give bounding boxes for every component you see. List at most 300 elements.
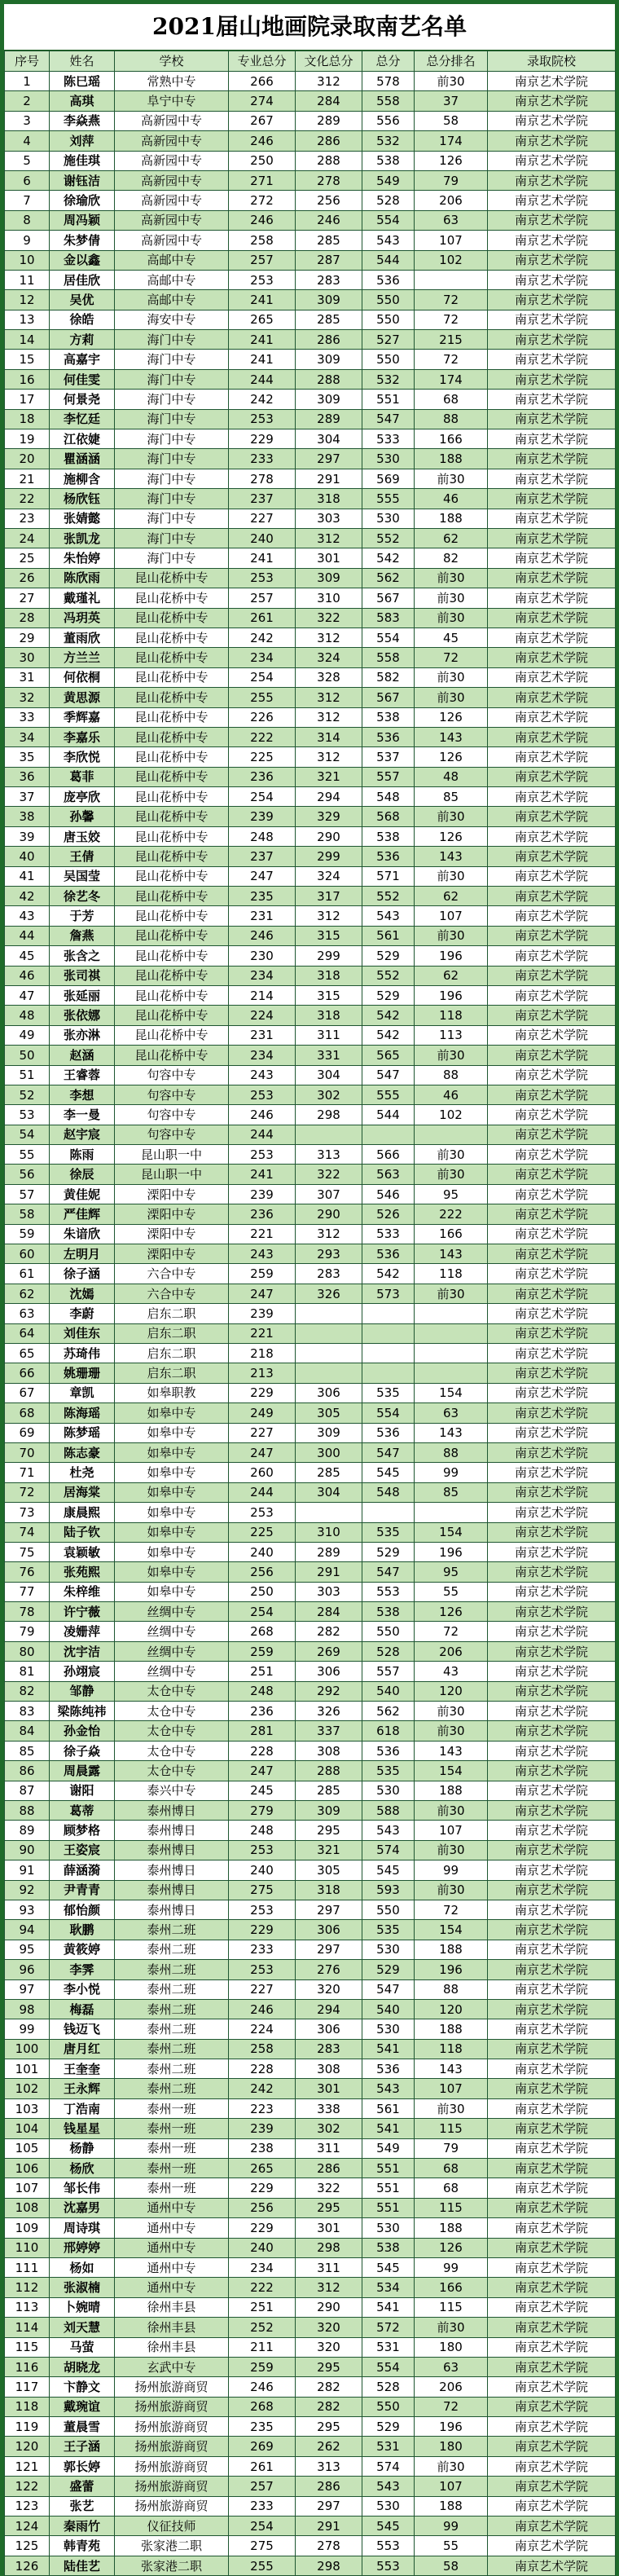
cell-major-score: 236 xyxy=(229,1702,296,1721)
cell-name: 孙翊宸 xyxy=(50,1662,115,1681)
cell-admitted-school: 南京艺术学院 xyxy=(488,1423,616,1442)
cell-school: 高邮中专 xyxy=(115,290,229,310)
cell-school: 高新园中专 xyxy=(115,151,229,170)
table-row xyxy=(5,747,616,767)
cell-total-score: 536 xyxy=(362,727,415,746)
table-row xyxy=(5,1860,616,1880)
cell-school: 启东二职 xyxy=(115,1344,229,1363)
cell-total-score: 550 xyxy=(362,290,415,310)
cell-total-rank: 前30 xyxy=(415,2456,488,2476)
cell-school: 泰州一班 xyxy=(115,2098,229,2118)
cell-index: 103 xyxy=(5,2098,50,2118)
cell-name: 陆子钦 xyxy=(50,1522,115,1542)
cell-total-score: 552 xyxy=(362,887,415,906)
cell-admitted-school: 南京艺术学院 xyxy=(488,1522,616,1542)
cell-major-score: 254 xyxy=(229,787,296,807)
cell-school: 昆山花桥中专 xyxy=(115,648,229,667)
table-row xyxy=(5,2318,616,2337)
cell-admitted-school: 南京艺术学院 xyxy=(488,747,616,767)
cell-culture-score: 301 xyxy=(296,2218,362,2238)
cell-culture-score: 282 xyxy=(296,1622,362,1641)
cell-name: 尹青青 xyxy=(50,1880,115,1900)
cell-index: 69 xyxy=(5,1423,50,1442)
cell-school: 泰州一班 xyxy=(115,2159,229,2178)
cell-major-score: 253 xyxy=(229,1840,296,1860)
cell-school: 泰州博日 xyxy=(115,1800,229,1820)
cell-culture-score: 298 xyxy=(296,2556,362,2575)
cell-total-rank: 前30 xyxy=(415,1840,488,1860)
cell-culture-score: 292 xyxy=(296,1681,362,1701)
cell-total-rank xyxy=(415,1363,488,1383)
cell-index: 60 xyxy=(5,1244,50,1264)
cell-total-rank: 107 xyxy=(415,906,488,926)
cell-school: 如皋中专 xyxy=(115,1542,229,1561)
cell-index: 53 xyxy=(5,1105,50,1125)
cell-total-score: 550 xyxy=(362,1900,415,1919)
cell-total-rank: 88 xyxy=(415,1442,488,1462)
cell-major-score: 229 xyxy=(229,1383,296,1402)
cell-total-score: 566 xyxy=(362,1145,415,1165)
cell-name: 张延丽 xyxy=(50,985,115,1005)
cell-school: 泰州博日 xyxy=(115,1821,229,1840)
cell-admitted-school: 南京艺术学院 xyxy=(488,2257,616,2277)
cell-admitted-school: 南京艺术学院 xyxy=(488,1880,616,1900)
cell-total-score: 554 xyxy=(362,2357,415,2376)
cell-culture-score: 306 xyxy=(296,1383,362,1402)
cell-total-score xyxy=(362,1304,415,1323)
cell-school: 昆山花桥中专 xyxy=(115,926,229,945)
cell-name: 薛涵漪 xyxy=(50,1860,115,1880)
cell-total-score: 568 xyxy=(362,807,415,826)
cell-index: 67 xyxy=(5,1383,50,1402)
cell-major-score: 228 xyxy=(229,1741,296,1760)
cell-culture-score: 328 xyxy=(296,667,362,687)
cell-culture-score: 297 xyxy=(296,2496,362,2516)
cell-school: 丝绸中专 xyxy=(115,1602,229,1622)
cell-total-score: 538 xyxy=(362,1602,415,1622)
cell-name: 江依婕 xyxy=(50,429,115,449)
cell-total-score: 529 xyxy=(362,946,415,966)
cell-total-rank: 115 xyxy=(415,2198,488,2217)
cell-total-rank: 118 xyxy=(415,1006,488,1025)
cell-name: 徐辰 xyxy=(50,1165,115,1184)
cell-index: 18 xyxy=(5,409,50,429)
table-row xyxy=(5,151,616,170)
cell-total-score: 538 xyxy=(362,151,415,170)
cell-total-rank: 前30 xyxy=(415,568,488,588)
cell-index: 21 xyxy=(5,469,50,488)
cell-name: 王永辉 xyxy=(50,2079,115,2098)
cell-name: 李想 xyxy=(50,1085,115,1104)
cell-major-score: 225 xyxy=(229,1522,296,1542)
cell-name: 何佳雯 xyxy=(50,369,115,389)
cell-total-rank: 前30 xyxy=(415,2098,488,2118)
cell-admitted-school: 南京艺术学院 xyxy=(488,1006,616,1025)
cell-school: 阜宁中专 xyxy=(115,91,229,111)
cell-total-score: 565 xyxy=(362,1046,415,1065)
cell-school: 高新园中专 xyxy=(115,191,229,210)
cell-admitted-school: 南京艺术学院 xyxy=(488,250,616,270)
cell-culture-score: 291 xyxy=(296,469,362,488)
cell-admitted-school: 南京艺术学院 xyxy=(488,667,616,687)
table-row xyxy=(5,2536,616,2556)
cell-total-score: 529 xyxy=(362,2417,415,2437)
cell-major-score: 275 xyxy=(229,1880,296,1900)
table-row xyxy=(5,91,616,111)
cell-school: 如皋中专 xyxy=(115,1522,229,1542)
cell-name: 李嘉乐 xyxy=(50,727,115,746)
cell-school: 昆山花桥中专 xyxy=(115,906,229,926)
cell-index: 104 xyxy=(5,2119,50,2138)
cell-total-score: 556 xyxy=(362,111,415,130)
cell-index: 122 xyxy=(5,2477,50,2496)
cell-index: 84 xyxy=(5,1721,50,1741)
table-row xyxy=(5,1781,616,1800)
cell-index: 22 xyxy=(5,489,50,509)
cell-index: 47 xyxy=(5,985,50,1005)
cell-name: 刘萍 xyxy=(50,131,115,151)
cell-school: 扬州旅游商贸 xyxy=(115,2437,229,2456)
table-row xyxy=(5,866,616,886)
cell-school: 海门中专 xyxy=(115,548,229,568)
cell-total-score: 545 xyxy=(362,2517,415,2536)
table-row xyxy=(5,826,616,846)
cell-school: 丝绸中专 xyxy=(115,1622,229,1641)
table-row xyxy=(5,111,616,130)
cell-total-rank: 143 xyxy=(415,1423,488,1442)
cell-major-score: 223 xyxy=(229,2098,296,2118)
cell-index: 17 xyxy=(5,390,50,409)
cell-total-rank: 72 xyxy=(415,1900,488,1919)
table-row xyxy=(5,210,616,230)
cell-major-score: 235 xyxy=(229,2417,296,2437)
cell-name: 张含之 xyxy=(50,946,115,966)
cell-name: 马萤 xyxy=(50,2337,115,2357)
cell-major-score: 241 xyxy=(229,290,296,310)
cell-total-rank: 143 xyxy=(415,847,488,866)
cell-total-score: 574 xyxy=(362,1840,415,1860)
cell-total-rank: 55 xyxy=(415,2536,488,2556)
cell-admitted-school: 南京艺术学院 xyxy=(488,1860,616,1880)
cell-school: 海门中专 xyxy=(115,409,229,429)
cell-total-score: 555 xyxy=(362,489,415,509)
cell-admitted-school: 南京艺术学院 xyxy=(488,1463,616,1482)
cell-culture-score: 309 xyxy=(296,1423,362,1442)
cell-major-score: 233 xyxy=(229,1940,296,1959)
cell-total-score: 582 xyxy=(362,667,415,687)
header-total-score: 总分 xyxy=(362,51,415,72)
cell-culture-score: 322 xyxy=(296,1165,362,1184)
cell-major-score: 255 xyxy=(229,2556,296,2575)
cell-school: 玄武中专 xyxy=(115,2357,229,2376)
cell-total-rank xyxy=(415,1344,488,1363)
cell-index: 86 xyxy=(5,1761,50,1781)
cell-index: 121 xyxy=(5,2456,50,2476)
table-row xyxy=(5,2377,616,2397)
table-row xyxy=(5,2159,616,2178)
cell-major-score: 253 xyxy=(229,568,296,588)
cell-school: 昆山花桥中专 xyxy=(115,966,229,985)
cell-index: 87 xyxy=(5,1781,50,1800)
cell-name: 周冯颖 xyxy=(50,210,115,230)
cell-admitted-school: 南京艺术学院 xyxy=(488,568,616,588)
table-row xyxy=(5,1105,616,1125)
cell-name: 谢钰洁 xyxy=(50,170,115,190)
table-row xyxy=(5,1145,616,1165)
cell-admitted-school: 南京艺术学院 xyxy=(488,72,616,91)
cell-admitted-school: 南京艺术学院 xyxy=(488,191,616,210)
cell-admitted-school: 南京艺术学院 xyxy=(488,985,616,1005)
cell-total-rank xyxy=(415,270,488,289)
cell-admitted-school: 南京艺术学院 xyxy=(488,866,616,886)
cell-index: 57 xyxy=(5,1184,50,1204)
cell-total-score: 558 xyxy=(362,91,415,111)
cell-admitted-school: 南京艺术学院 xyxy=(488,1562,616,1582)
cell-admitted-school: 南京艺术学院 xyxy=(488,210,616,230)
cell-index: 112 xyxy=(5,2278,50,2297)
cell-major-score: 234 xyxy=(229,966,296,985)
cell-total-score: 536 xyxy=(362,1244,415,1264)
cell-culture-score: 311 xyxy=(296,2138,362,2158)
cell-index: 92 xyxy=(5,1880,50,1900)
cell-culture-score: 298 xyxy=(296,1105,362,1125)
cell-admitted-school: 南京艺术学院 xyxy=(488,131,616,151)
cell-index: 20 xyxy=(5,449,50,469)
cell-total-score xyxy=(362,1503,415,1522)
table-row xyxy=(5,489,616,509)
cell-major-score: 231 xyxy=(229,906,296,926)
cell-index: 39 xyxy=(5,826,50,846)
cell-culture-score: 312 xyxy=(296,528,362,548)
cell-school: 昆山花桥中专 xyxy=(115,707,229,727)
cell-major-score: 233 xyxy=(229,449,296,469)
cell-total-rank: 88 xyxy=(415,409,488,429)
cell-school: 如皋中专 xyxy=(115,1442,229,1462)
cell-index: 74 xyxy=(5,1522,50,1542)
table-row xyxy=(5,2337,616,2357)
cell-total-rank: 88 xyxy=(415,1065,488,1085)
spreadsheet xyxy=(4,4,615,2574)
cell-school: 如皋中专 xyxy=(115,1503,229,1522)
cell-major-score: 275 xyxy=(229,2536,296,2556)
header-row xyxy=(5,51,616,72)
table-row xyxy=(5,985,616,1005)
cell-total-rank: 72 xyxy=(415,310,488,329)
table-row xyxy=(5,887,616,906)
cell-total-score: 554 xyxy=(362,1403,415,1423)
table-row xyxy=(5,707,616,727)
table-row xyxy=(5,1463,616,1482)
cell-total-rank: 72 xyxy=(415,290,488,310)
cell-total-rank: 82 xyxy=(415,548,488,568)
header-total-rank: 总分排名 xyxy=(415,51,488,72)
cell-total-rank: 前30 xyxy=(415,469,488,488)
cell-index: 44 xyxy=(5,926,50,945)
table-row xyxy=(5,608,616,627)
cell-total-rank: 46 xyxy=(415,1085,488,1104)
cell-culture-score: 295 xyxy=(296,2417,362,2437)
cell-school: 句容中专 xyxy=(115,1065,229,1085)
cell-total-rank: 72 xyxy=(415,2397,488,2416)
cell-major-score: 242 xyxy=(229,390,296,409)
cell-name: 张苑熙 xyxy=(50,1562,115,1582)
cell-index: 45 xyxy=(5,946,50,966)
cell-total-rank: 前30 xyxy=(415,1800,488,1820)
cell-name: 杨静 xyxy=(50,2138,115,2158)
cell-total-score: 538 xyxy=(362,2238,415,2257)
cell-index: 75 xyxy=(5,1542,50,1561)
cell-school: 昆山花桥中专 xyxy=(115,1006,229,1025)
cell-culture-score: 307 xyxy=(296,1184,362,1204)
cell-culture-score: 301 xyxy=(296,2079,362,2098)
cell-total-rank xyxy=(415,1503,488,1522)
cell-name: 陈志豪 xyxy=(50,1442,115,1462)
cell-major-score: 254 xyxy=(229,2517,296,2536)
cell-total-rank: 46 xyxy=(415,489,488,509)
cell-school: 昆山花桥中专 xyxy=(115,787,229,807)
cell-name: 邹长伟 xyxy=(50,2178,115,2198)
cell-index: 12 xyxy=(5,290,50,310)
cell-index: 59 xyxy=(5,1224,50,1244)
cell-total-score: 550 xyxy=(362,310,415,329)
cell-name: 顾梦格 xyxy=(50,1821,115,1840)
cell-culture-score xyxy=(296,1125,362,1144)
cell-major-score: 241 xyxy=(229,548,296,568)
cell-total-score: 543 xyxy=(362,231,415,250)
cell-major-score: 253 xyxy=(229,1960,296,1979)
cell-admitted-school: 南京艺术学院 xyxy=(488,1344,616,1363)
cell-admitted-school: 南京艺术学院 xyxy=(488,429,616,449)
cell-index: 15 xyxy=(5,350,50,369)
cell-school: 高新园中专 xyxy=(115,170,229,190)
cell-index: 64 xyxy=(5,1323,50,1343)
cell-total-score: 547 xyxy=(362,1979,415,1999)
cell-admitted-school: 南京艺术学院 xyxy=(488,887,616,906)
cell-admitted-school: 南京艺术学院 xyxy=(488,1244,616,1264)
cell-admitted-school: 南京艺术学院 xyxy=(488,1582,616,1601)
cell-total-score: 530 xyxy=(362,509,415,528)
cell-major-score: 227 xyxy=(229,509,296,528)
cell-culture-score: 269 xyxy=(296,1641,362,1661)
cell-index: 29 xyxy=(5,627,50,647)
cell-culture-score: 299 xyxy=(296,847,362,866)
cell-culture-score: 288 xyxy=(296,369,362,389)
cell-culture-score: 286 xyxy=(296,131,362,151)
cell-admitted-school: 南京艺术学院 xyxy=(488,409,616,429)
cell-admitted-school: 南京艺术学院 xyxy=(488,1482,616,1502)
cell-name: 董晨雪 xyxy=(50,2417,115,2437)
cell-index: 110 xyxy=(5,2238,50,2257)
cell-index: 13 xyxy=(5,310,50,329)
cell-major-score: 246 xyxy=(229,210,296,230)
cell-culture-score: 311 xyxy=(296,2257,362,2277)
cell-index: 93 xyxy=(5,1900,50,1919)
cell-index: 77 xyxy=(5,1582,50,1601)
cell-major-score: 239 xyxy=(229,2119,296,2138)
cell-index: 115 xyxy=(5,2337,50,2357)
cell-index: 94 xyxy=(5,1920,50,1940)
cell-school: 高新园中专 xyxy=(115,111,229,130)
cell-school: 丝绸中专 xyxy=(115,1662,229,1681)
cell-admitted-school: 南京艺术学院 xyxy=(488,2039,616,2059)
cell-school: 昆山花桥中专 xyxy=(115,826,229,846)
cell-name: 盛蕾 xyxy=(50,2477,115,2496)
cell-index: 83 xyxy=(5,1702,50,1721)
cell-school: 海门中专 xyxy=(115,350,229,369)
cell-culture-score: 282 xyxy=(296,2377,362,2397)
cell-major-score: 241 xyxy=(229,330,296,350)
cell-index: 56 xyxy=(5,1165,50,1184)
cell-admitted-school: 南京艺术学院 xyxy=(488,1065,616,1085)
cell-admitted-school: 南京艺术学院 xyxy=(488,290,616,310)
cell-school: 泰州二班 xyxy=(115,1920,229,1940)
cell-culture-score: 314 xyxy=(296,727,362,746)
cell-total-score: 529 xyxy=(362,1960,415,1979)
cell-major-score: 246 xyxy=(229,2377,296,2397)
cell-name: 丁浩南 xyxy=(50,2098,115,2118)
cell-name: 唐月红 xyxy=(50,2039,115,2059)
cell-school: 昆山花桥中专 xyxy=(115,688,229,707)
cell-total-rank: 99 xyxy=(415,1463,488,1482)
cell-total-score: 543 xyxy=(362,1821,415,1840)
cell-total-score: 548 xyxy=(362,1482,415,1502)
cell-school: 徐州丰县 xyxy=(115,2337,229,2357)
cell-school: 启东二职 xyxy=(115,1363,229,1383)
cell-admitted-school: 南京艺术学院 xyxy=(488,1145,616,1165)
cell-total-rank: 72 xyxy=(415,350,488,369)
cell-admitted-school: 南京艺术学院 xyxy=(488,2357,616,2376)
cell-culture-score: 295 xyxy=(296,1821,362,1840)
table-row xyxy=(5,1085,616,1104)
cell-total-rank: 48 xyxy=(415,767,488,786)
cell-major-score: 253 xyxy=(229,1145,296,1165)
cell-index: 41 xyxy=(5,866,50,886)
cell-name: 戴瑾礼 xyxy=(50,588,115,608)
cell-culture-score: 283 xyxy=(296,270,362,289)
cell-total-score: 542 xyxy=(362,1006,415,1025)
cell-name: 周晨露 xyxy=(50,1761,115,1781)
cell-name: 陈梦瑶 xyxy=(50,1423,115,1442)
cell-total-score: 553 xyxy=(362,2536,415,2556)
cell-major-score: 241 xyxy=(229,350,296,369)
cell-total-score: 552 xyxy=(362,528,415,548)
cell-total-score: 545 xyxy=(362,2257,415,2277)
cell-total-score: 534 xyxy=(362,2278,415,2297)
cell-name: 秦雨竹 xyxy=(50,2517,115,2536)
cell-total-rank: 120 xyxy=(415,1681,488,1701)
cell-total-rank: 前30 xyxy=(415,688,488,707)
cell-culture-score: 287 xyxy=(296,250,362,270)
table-row xyxy=(5,667,616,687)
cell-name: 季辉嘉 xyxy=(50,707,115,727)
table-row xyxy=(5,270,616,289)
cell-major-score: 266 xyxy=(229,72,296,91)
cell-admitted-school: 南京艺术学院 xyxy=(488,1085,616,1104)
cell-major-score: 253 xyxy=(229,270,296,289)
cell-major-score: 272 xyxy=(229,191,296,210)
cell-total-rank: 118 xyxy=(415,1264,488,1284)
cell-culture-score: 278 xyxy=(296,2536,362,2556)
cell-total-score: 535 xyxy=(362,1920,415,1940)
cell-major-score: 244 xyxy=(229,1125,296,1144)
cell-school: 泰州二班 xyxy=(115,2059,229,2079)
cell-major-score: 269 xyxy=(229,2437,296,2456)
cell-admitted-school: 南京艺术学院 xyxy=(488,727,616,746)
cell-major-score: 246 xyxy=(229,1105,296,1125)
cell-name: 刘佳东 xyxy=(50,1323,115,1343)
cell-name: 袁颖敏 xyxy=(50,1542,115,1561)
cell-admitted-school: 南京艺术学院 xyxy=(488,1046,616,1065)
